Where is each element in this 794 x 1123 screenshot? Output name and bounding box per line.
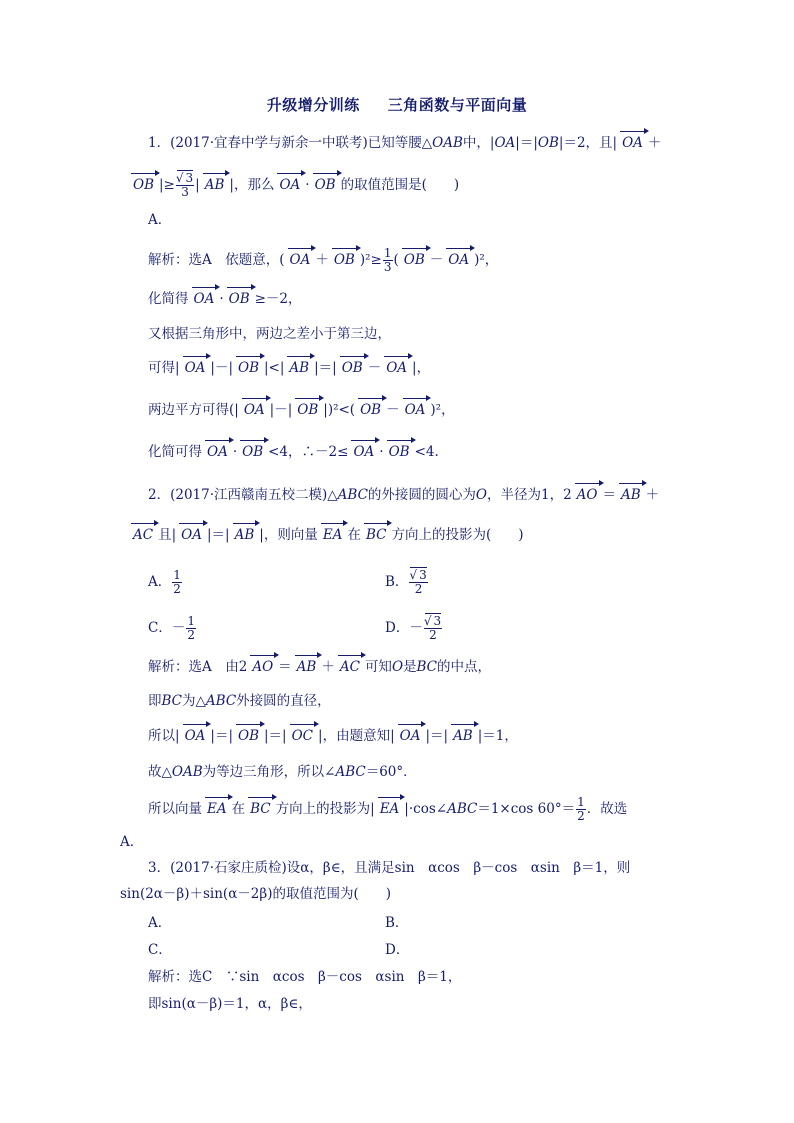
title-main: 升级增分训练 <box>266 96 360 114</box>
q1-option-a: A． <box>148 212 172 228</box>
q2-option-b: B． √ $\frac{3}{2}$ <box>385 569 429 596</box>
q1-stem-line2: OB |≥ √ $\frac{3}{3}$ | AB |，那么 OA · OB 的取值范围是( ) <box>128 172 459 199</box>
q2-stem-line1: 2．(2017·江西赣南五校二模)△ABC的外接圆的圆心为O，半径为1，2 AO ＝ AB ＋ <box>148 487 660 503</box>
q2-solution-line5: 所以向量 EA 在 BC 方向上的投影为| EA |·cos∠ABC＝1×cos 60°＝ $\frac{1}{2}$ ．故选 <box>148 795 628 823</box>
q2-solution-line1: 解析：选A 由2 AO ＝ AB ＋ AC 可知O是BC的中点， <box>148 659 492 675</box>
title-topic: 三角函数与平面向量 <box>387 96 528 114</box>
q2-solution-line2: 即BC为△ABC外接圆的直径， <box>148 693 331 709</box>
q1-solution-line6: 化简可得 OA · OB <4，∴－2≤ OA · OB <4. <box>148 444 439 460</box>
vector-oa: OA <box>274 177 305 193</box>
q1-solution-line2: 化简得 OA · OB ≥－2， <box>148 291 302 307</box>
q1-solution-line3: 又根据三角形中，两边之差小于第三边， <box>148 326 391 342</box>
q3-solution-line1: 解析：选C ∵sin αcos β－cos αsin β＝1， <box>148 969 462 985</box>
q3-stem-line1: 3．(2017·石家庄质检)设α，β∈，且满足sin αcos β－cos αsin β＝1，则 <box>148 860 631 876</box>
vector-ob: OB <box>128 177 159 193</box>
q2-option-a: A． $\frac{1}{2}$ <box>148 568 181 596</box>
q1-solution-line5: 两边平方可得(| OA |－| OB |)²<( OB － OA )²， <box>148 402 455 418</box>
q3-solution-line2: 即sin(α－β)＝1，α，β∈， <box>148 996 312 1012</box>
fraction-sqrt3-over-3: √ $\frac{3}{3}$ <box>176 172 194 199</box>
vector-oa: OA <box>617 135 648 151</box>
q3-option-c: C． <box>148 942 172 958</box>
q1-stem-line1: 1．(2017·宜春中学与新余一中联考)已知等腰△OAB中，|OA|＝|OB|＝2，且| OA ＋ <box>148 135 662 151</box>
q2-solution-line4: 故△OAB为等边三角形，所以∠ABC＝60°． <box>148 764 417 780</box>
q2-option-c: C．－ $\frac{1}{2}$ <box>148 614 195 642</box>
q3-stem-line2: sin(2α－β)＋sin(α－2β)的取值范围为( ) <box>120 886 392 902</box>
q3-option-b: B． <box>385 915 409 931</box>
q2-stem-line2: AC 且| OA |＝| AB |，则向量 EA 在 BC 方向上的投影为( ) <box>128 525 524 545</box>
q3-option-a: A． <box>148 915 172 931</box>
q1-solution-line4: 可得| OA |－| OB |<| AB |＝| OB － OA |， <box>148 360 431 376</box>
q3-option-d: D． <box>385 942 410 958</box>
q1-solution-line1: 解析：选A 依题意，( OA ＋ OB )²≥ $\frac{1}{3}$ ( OB － OA )²， <box>148 246 499 274</box>
q2-solution-line6: A． <box>120 834 144 850</box>
q2-option-d: D．－ √ $\frac{3}{2}$ <box>385 615 443 642</box>
page-title <box>0 94 794 115</box>
vector-ab: AB <box>200 177 230 193</box>
q2-solution-line3: 所以| OA |＝| OB |＝| OC |，由题意知| OA |＝| AB |＝1， <box>148 728 518 744</box>
vector-ob: OB <box>310 177 341 193</box>
